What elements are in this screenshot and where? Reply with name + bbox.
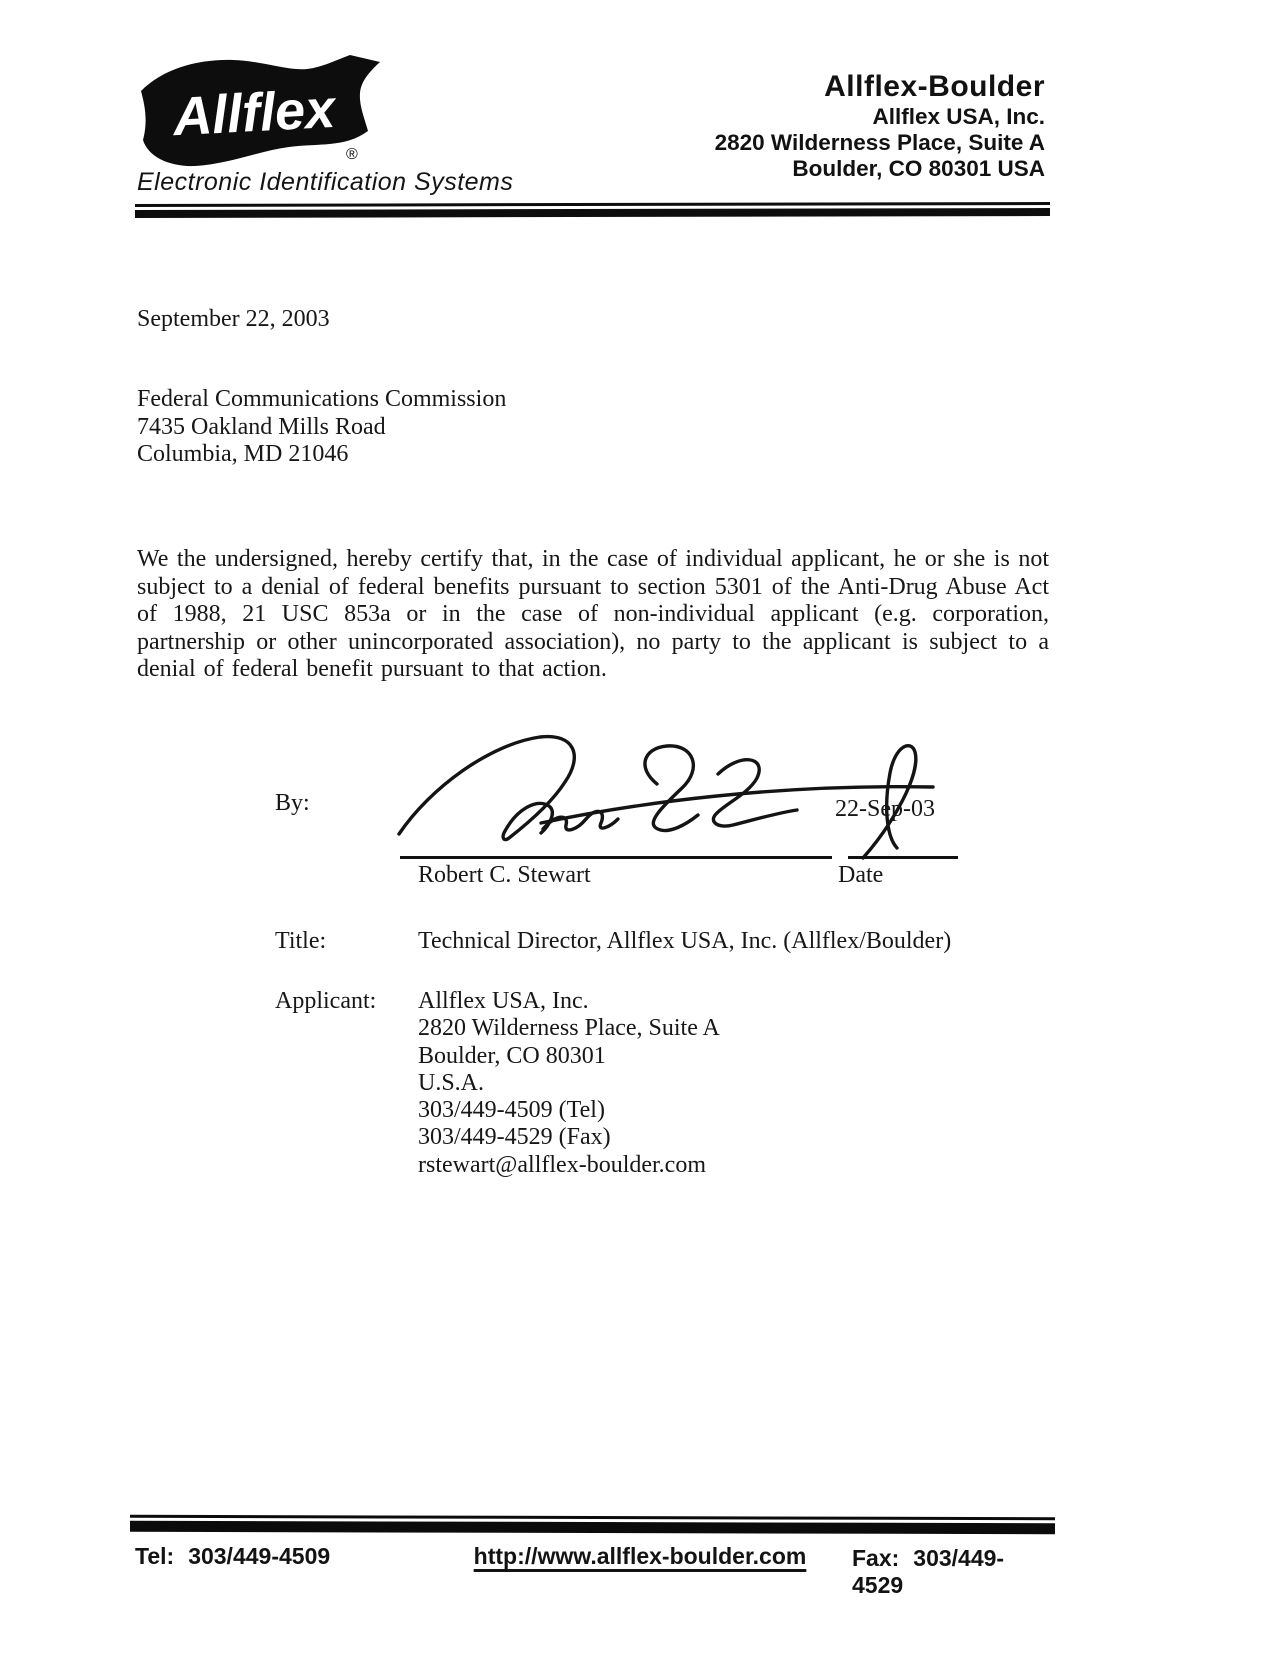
- footer-tel-value: 303/449-4509: [188, 1543, 331, 1569]
- certification-paragraph: We the undersigned, hereby certify that, in the case of individual applicant, he or she is not subject to a denial of federal benefits pursuant to section 5301 of the Anti-Drug Abuse Act of 1988, 21 USC 853a or in the case of non-individual applicant (e.g. corporation, partnership or other unincorporated association), no party to the applicant is subject to a denial of federal benefit pursuant to that action.: [137, 546, 1049, 683]
- sign-date: 22-Sep-03: [835, 796, 935, 822]
- footer-fax-value: 303/449-4529: [852, 1545, 1005, 1598]
- applicant-line: U.S.A.: [418, 1069, 485, 1096]
- recipient-line: Columbia, MD 21046: [137, 441, 349, 467]
- footer-tel-label: Tel:: [135, 1543, 175, 1569]
- footer-website-url: http://www.allflex-boulder.com: [473, 1543, 807, 1569]
- registered-trademark-icon: ®: [346, 146, 358, 163]
- applicant-line: 303/449-4529 (Fax): [418, 1124, 611, 1151]
- title-value: Technical Director, Allflex USA, Inc. (Allflex/Boulder): [418, 928, 952, 954]
- footer-rule-thin: [130, 1515, 1055, 1520]
- footer-fax-label: Fax:: [852, 1545, 900, 1571]
- signer-name: Robert C. Stewart: [418, 862, 591, 888]
- date-label: Date: [838, 862, 884, 888]
- footer-telephone: [135, 1543, 330, 1570]
- letter-date: September 22, 2003: [137, 306, 330, 332]
- applicant-line: 303/449-4509 (Tel): [418, 1097, 605, 1124]
- applicant-address: [418, 988, 720, 1179]
- company-name: Allflex-Boulder: [824, 70, 1045, 103]
- recipient-line: 7435 Oakland Mills Road: [137, 413, 386, 440]
- company-address-line: Allflex USA, Inc.: [872, 104, 1045, 129]
- by-label: By:: [275, 790, 310, 816]
- recipient-line: Federal Communications Commission: [137, 386, 507, 412]
- title-label: Title:: [275, 928, 327, 954]
- signature-image: [385, 726, 970, 864]
- header-rule-thick: [135, 208, 1050, 218]
- applicant-label: Applicant:: [275, 988, 377, 1014]
- recipient-address: [137, 386, 506, 469]
- footer-fax: [852, 1545, 1052, 1599]
- logo-wordmark: Allflex: [171, 78, 337, 148]
- footer-rule-thick: [130, 1521, 1055, 1534]
- applicant-line: 2820 Wilderness Place, Suite A: [418, 1015, 720, 1042]
- header-rule-thin: [135, 202, 1050, 207]
- applicant-line: Boulder, CO 80301: [418, 1042, 606, 1069]
- logo-tagline: Electronic Identification Systems: [137, 168, 514, 196]
- date-line: [848, 856, 958, 859]
- applicant-line: Allflex USA, Inc.: [418, 988, 589, 1014]
- signature-line: [400, 856, 832, 859]
- applicant-line: rstewart@allflex-boulder.com: [418, 1151, 706, 1178]
- company-header-block: [500, 70, 1045, 182]
- company-address-line: 2820 Wilderness Place, Suite A: [714, 130, 1045, 155]
- company-address-line: Boulder, CO 80301 USA: [792, 156, 1045, 181]
